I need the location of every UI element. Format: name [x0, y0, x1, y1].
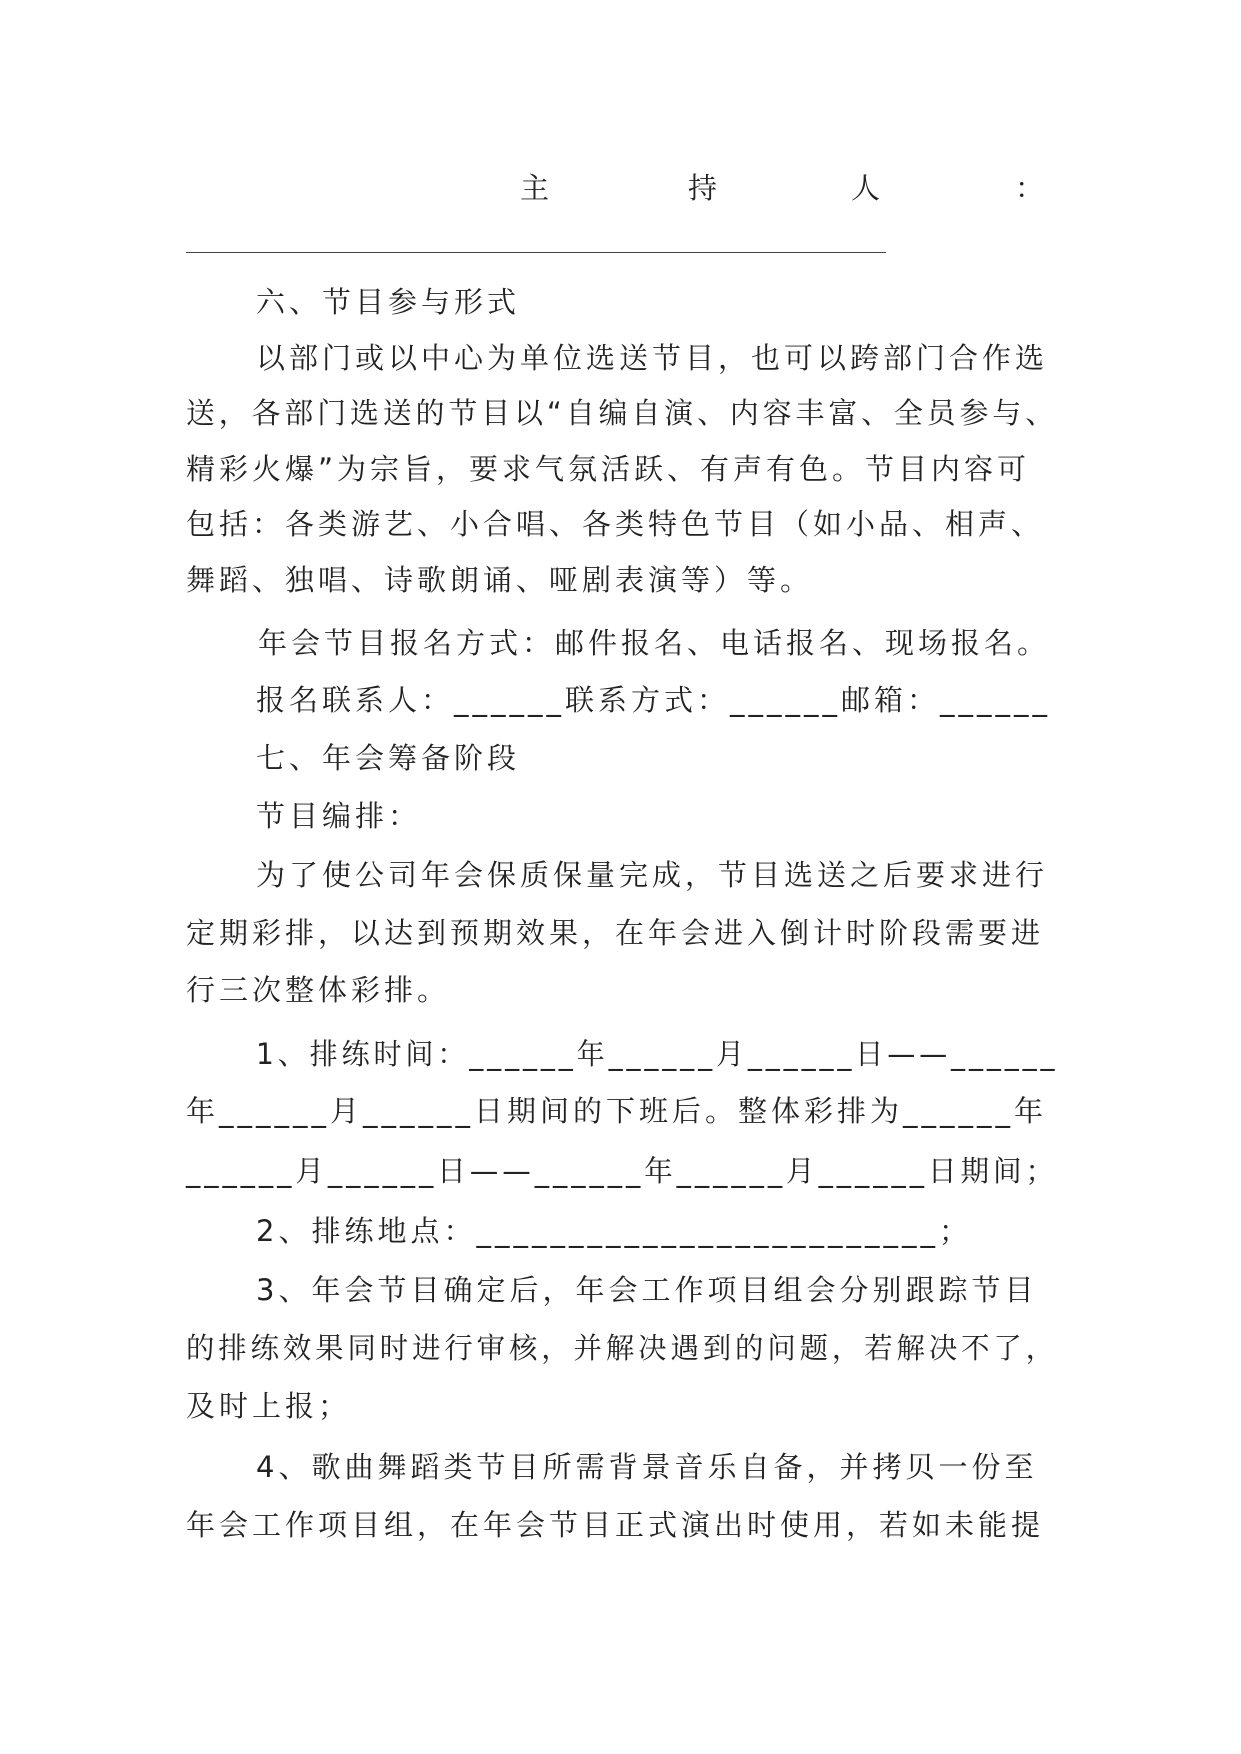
para-text-line: 送，各部门选送的节目以“自编自演、内容丰富、全员参与、 [186, 396, 1059, 430]
para-text-line: 为了使公司年会保质保量完成，节目选送之后要求进行 [256, 858, 1049, 892]
subheading-program-arrangement: 节目编排： [256, 799, 422, 833]
host-fill-line [186, 252, 886, 253]
para-text-line: 4、歌曲舞蹈类节目所需背景音乐自备，并拷贝一份至 [256, 1450, 1038, 1484]
para-text-line: 包括：各类游艺、小合唱、各类特色节目（如小品、相声、 [186, 507, 1045, 541]
para-text-line: 舞蹈、独唱、诗歌朗诵、哑剧表演等）等。 [186, 563, 814, 597]
registration-method-line: 年会节目报名方式：邮件报名、电话报名、现场报名。 [258, 626, 1051, 660]
para-text-line: 精彩火爆”为宗旨，要求气氛活跃、有声有色。节目内容可 [186, 452, 1031, 486]
registration-contact-line: 报名联系人：______联系方式：______邮箱：______ [256, 683, 1052, 717]
para-text-line: 以部门或以中心为单位选送节目，也可以跨部门合作选 [256, 341, 1049, 375]
para-text-line: 及时上报； [186, 1389, 352, 1423]
para-text-line: 定期彩排，以达到预期效果，在年会进入倒计时阶段需要进 [186, 916, 1045, 950]
section-heading-6: 六、节目参与形式 [256, 285, 521, 319]
rehearsal-time-line: 1、排练时间：______年______月______日——______ [256, 1037, 1059, 1071]
rehearsal-place-line: 2、排练地点：_________________________； [256, 1214, 972, 1248]
para-text-line: 行三次整体彩排。 [186, 973, 451, 1007]
para-text-line: 的排练效果同时进行审核，并解决遇到的问题，若解决不了， [186, 1331, 1059, 1365]
host-char-2: 持 [688, 171, 718, 205]
section-heading-7: 七、年会筹备阶段 [256, 741, 521, 775]
para-text-line: 年会工作项目组，在年会节目正式演出时使用，若如未能提 [186, 1508, 1045, 1542]
host-colon: ： [1015, 171, 1045, 205]
para-text-line: 3、年会节目确定后，年会工作项目组会分别跟踪节目 [256, 1273, 1038, 1307]
host-char-3: 人 [851, 171, 881, 205]
rehearsal-time-line: ______月______日——______年______月______日期间； [186, 1154, 1059, 1188]
rehearsal-time-line: 年______月______日期间的下班后。整体彩排为______年 [186, 1094, 1048, 1128]
host-char-1: 主 [520, 171, 550, 205]
